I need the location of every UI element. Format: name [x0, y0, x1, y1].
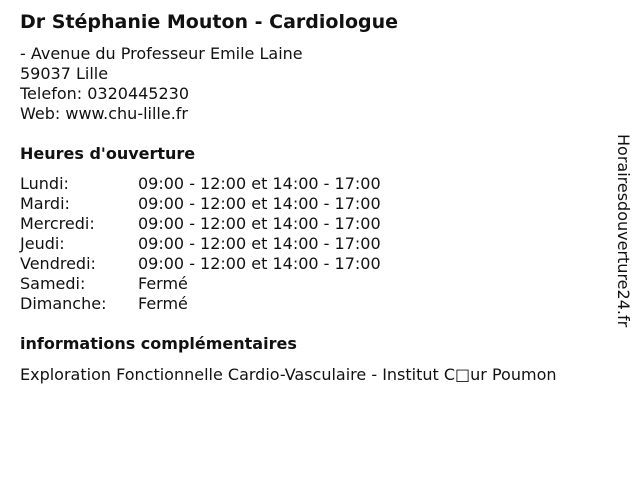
- hours-row: [20, 174, 381, 194]
- address-web: Web: www.chu-lille.fr: [20, 104, 189, 123]
- address-phone: Telefon: 0320445230: [20, 84, 190, 103]
- address-city: 59037 Lille: [20, 64, 109, 83]
- hours-heading: Heures d'ouverture: [20, 144, 196, 163]
- hours-row: [20, 234, 381, 254]
- hours-day: Mardi:: [20, 194, 70, 213]
- watermark-text: Horairesdouverture24.fr: [614, 134, 633, 328]
- info-text: Exploration Fonctionnelle Cardio-Vasculaire - Institut C□ur Poumon: [20, 365, 557, 384]
- address-block: [20, 44, 303, 124]
- hours-day: Vendredi:: [20, 254, 96, 273]
- hours-time: Fermé: [138, 294, 188, 313]
- hours-time: 09:00 - 12:00 et 14:00 - 17:00: [138, 194, 381, 213]
- hours-day: Samedi:: [20, 274, 86, 293]
- hours-day: Lundi:: [20, 174, 69, 193]
- hours-row: [20, 274, 381, 294]
- info-heading: informations complémentaires: [20, 334, 297, 353]
- page-title: Dr Stéphanie Mouton - Cardiologue: [20, 11, 399, 33]
- hours-time: 09:00 - 12:00 et 14:00 - 17:00: [138, 254, 381, 273]
- hours-row: [20, 294, 381, 314]
- hours-row: [20, 254, 381, 274]
- hours-day: Jeudi:: [20, 234, 65, 253]
- address-street: - Avenue du Professeur Emile Laine: [20, 44, 303, 63]
- hours-time: 09:00 - 12:00 et 14:00 - 17:00: [138, 214, 381, 233]
- hours-day: Mercredi:: [20, 214, 95, 233]
- hours-row: [20, 214, 381, 234]
- hours-day: Dimanche:: [20, 294, 107, 313]
- hours-row: [20, 194, 381, 214]
- hours-time: Fermé: [138, 274, 188, 293]
- hours-time: 09:00 - 12:00 et 14:00 - 17:00: [138, 174, 381, 193]
- hours-table: [20, 174, 381, 314]
- hours-time: 09:00 - 12:00 et 14:00 - 17:00: [138, 234, 381, 253]
